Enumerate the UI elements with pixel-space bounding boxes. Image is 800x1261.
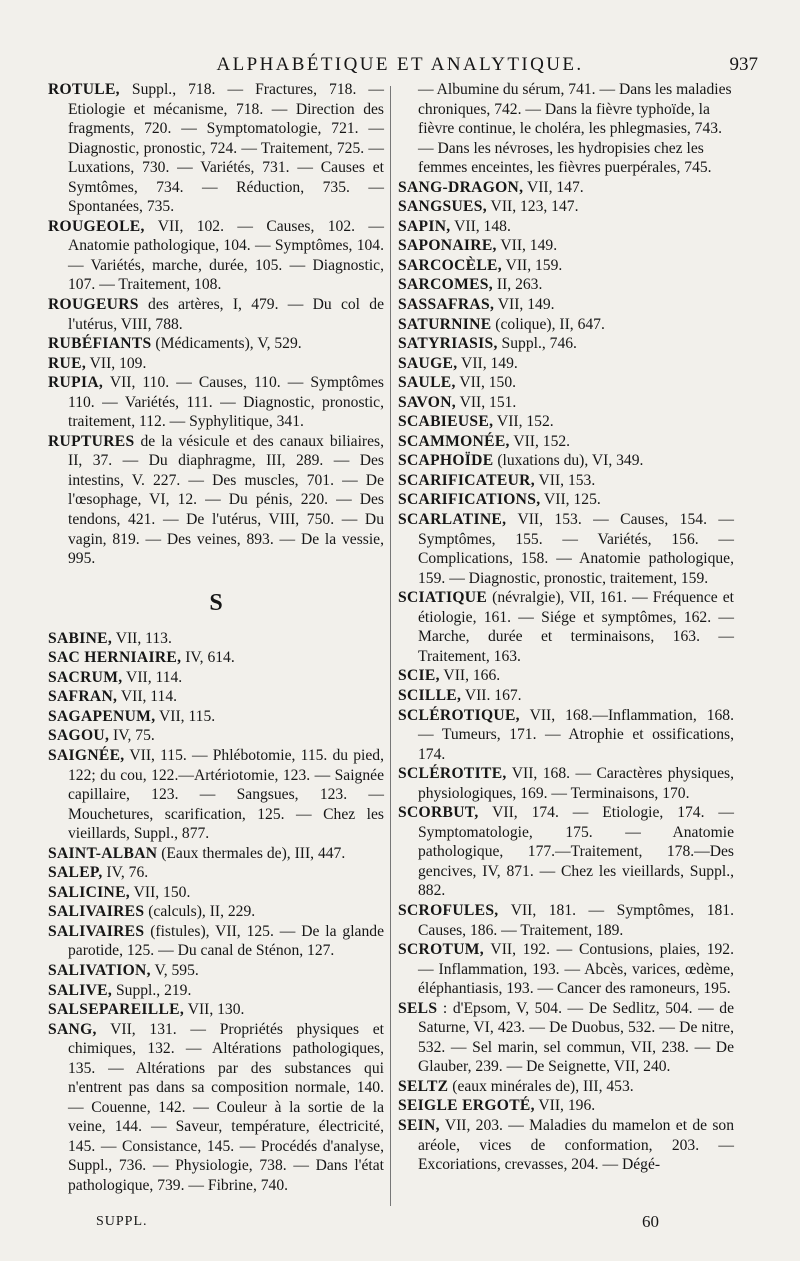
- index-entry: [48, 373, 384, 432]
- entry-references: VII, 196.: [534, 1097, 596, 1115]
- index-entry: [398, 999, 734, 1077]
- entry-heading: SALEP,: [48, 864, 103, 882]
- index-entry: [48, 961, 384, 981]
- entry-references: Suppl., 718. — Fractures, 718. —Etiologie et mécanisme, 718. — Direction des fragments, 720. — Symptomatologie, 721. — Diagnostic, pronostic, 724. — Traitement, 725. — Luxations, 730. — Variétés, 731. — Causes et Symtômes, 734. — Réduction, 735. — Spontanées, 735.: [68, 81, 384, 216]
- entry-heading: SCILLE,: [398, 686, 462, 704]
- index-entry: [398, 666, 734, 686]
- entry-references: VII, 147.: [523, 178, 584, 196]
- entry-references: IV, 76.: [102, 864, 149, 882]
- entry-references: Suppl., 746.: [497, 335, 577, 353]
- entry-references: (fistules), VII, 125. — De la glande parotide, 125. — Du canal de Sténon, 127.: [68, 922, 384, 960]
- index-entry: [398, 412, 734, 432]
- entry-references: VII. 167.: [461, 686, 522, 704]
- entry-heading: SALICINE,: [48, 883, 130, 901]
- entry-references: VII, 181. — Symptômes, 181. Causes, 186. — Traitement, 189.: [418, 901, 734, 939]
- entry-references: VII, 168. — Caractères physiques, physiologiques, 169. — Terminaisons, 170.: [418, 765, 734, 802]
- index-entry: [398, 490, 734, 510]
- entry-references: V, 595.: [150, 961, 199, 979]
- entry-references: VII, 166.: [439, 667, 501, 685]
- entry-heading: SELTZ: [398, 1077, 449, 1095]
- entry-references: VII, 149.: [494, 296, 555, 314]
- entry-heading: SACRUM,: [48, 668, 123, 686]
- index-entry: [48, 981, 384, 1001]
- footer-signature: SUPPL.: [96, 1214, 148, 1229]
- entry-references: VII, 150.: [130, 883, 191, 901]
- entry-heading: SAPONAIRE,: [398, 237, 497, 255]
- entry-heading: SAGOU,: [48, 727, 110, 745]
- index-entry: [48, 687, 384, 707]
- entry-heading: SAINT-ALBAN: [48, 844, 158, 862]
- index-entry: [48, 629, 384, 649]
- index-entry: [48, 217, 384, 295]
- entry-heading: ROUGEURS: [48, 296, 139, 314]
- index-entry: [398, 373, 734, 393]
- entry-references: des artères, I, 479. — Du col de l'utérus, VIII, 788.: [68, 296, 384, 333]
- index-entry: [398, 940, 734, 999]
- index-entry: [48, 883, 384, 903]
- entry-heading: SEIGLE ERGOTÉ,: [398, 1097, 535, 1115]
- entry-references: VII, 131. — Propriétés physiques et chimiques, 132. — Altérations pathologiques, 135. — Altérations par des substances qui n'entrent pas dans sa composition normale, 140. — Couenne, 142. — Couleur à la sortie de la veine, 144. — Saveur, température, électricité, 145. — Consistance, 145. — Procédés d'analyse, Suppl., 736. — Physiologie, 738. — Dans l'état pathologique, 739. — Fibrine, 740.: [68, 1020, 384, 1194]
- entry-references: VII, 110. — Causes, 110. — Symptômes 110. — Variétés, 111. — Diagnostic, pronostic, traitement, 112. — Syphylitique, 341.: [68, 374, 384, 431]
- entry-references: VII, 150.: [455, 374, 517, 392]
- entry-references: VII, 123, 147.: [486, 198, 579, 216]
- index-entry: [398, 471, 734, 491]
- index-entry: [48, 902, 384, 922]
- entry-references: VII, 148.: [450, 217, 511, 235]
- entry-heading: SAGAPENUM,: [48, 707, 156, 725]
- entry-heading: SCIATIQUE: [398, 589, 488, 607]
- entry-heading: SCROTUM,: [398, 941, 485, 959]
- entry-references: (Eaux thermales de), III, 447.: [157, 844, 346, 862]
- entry-references: (Médicaments), V, 529.: [151, 335, 302, 353]
- entry-references: VII, 149.: [496, 237, 558, 255]
- section-letter: S: [209, 589, 223, 616]
- entry-references: VII, 192. — Contusions, plaies, 192. — Inflammation, 193. — Abcès, varices, œdème, éléphantiasis, 193. — Cancer des ramoneurs, 195.: [418, 941, 734, 998]
- entry-heading: SELS: [398, 999, 438, 1017]
- entry-heading: SCARIFICATEUR,: [398, 471, 535, 489]
- entry-references: VII, 115. — Phlébotomie, 115. du pied, 122; du cou, 122.—Artériotomie, 123. — Saignée capillaire, 123. — Sangsues, 123. — Mouchetures, scarification, 125. — Chez les vieillards, Suppl., 877.: [68, 746, 384, 843]
- index-entry: [398, 295, 734, 315]
- index-entry: [48, 746, 384, 844]
- entry-references: VII, 153. — Causes, 154. — Symptômes, 155. — Variétés, 156. — Complications, 158. — Anatomie pathologique, 159. — Diagnostic, pronostic, traitement, 159.: [418, 511, 734, 587]
- entry-heading: ROUGEOLE,: [48, 217, 145, 235]
- entry-heading: SAFRAN,: [48, 688, 118, 706]
- entry-heading: RUE,: [48, 354, 87, 372]
- right-column: [398, 80, 734, 1175]
- entry-heading: SASSAFRAS,: [398, 296, 495, 314]
- entry-references: (névralgie), VII, 161. — Fréquence et étiologie, 161. — Siége et symptômes, 162. — Marche, durée et terminaisons, 163. — Traitement, 163.: [418, 589, 734, 665]
- entry-heading: SATYRIASIS,: [398, 335, 498, 353]
- entry-heading: SAUGE,: [398, 354, 458, 372]
- index-entry: [398, 706, 734, 765]
- index-entry: [48, 295, 384, 334]
- index-entry: [398, 686, 734, 706]
- index-entries-r: [48, 80, 384, 569]
- entry-heading: SCARLATINE,: [398, 511, 507, 529]
- entry-references: VII, 102. — Causes, 102. — Anatomie pathologique, 104. — Symptômes, 104. — Variétés, marche, durée, 105. — Diagnostic, 107. — Traitement, 108.: [68, 217, 384, 294]
- index-entry: [48, 1000, 384, 1020]
- index-entry: [398, 256, 734, 276]
- index-entries-s: [48, 629, 384, 1196]
- running-header: [40, 50, 760, 80]
- entry-heading: SARCOMES,: [398, 276, 493, 294]
- index-entry: [48, 863, 384, 883]
- entry-heading: SEIN,: [398, 1116, 440, 1134]
- entry-references: VII, 153.: [534, 471, 596, 489]
- entry-heading: SCAMMONÉE,: [398, 432, 510, 450]
- entry-heading: SCLÉROTITE,: [398, 765, 507, 783]
- entry-heading: SCABIEUSE,: [398, 413, 494, 431]
- entry-heading: SAC HERNIAIRE,: [48, 649, 182, 667]
- entry-heading: RUPTURES: [48, 432, 135, 450]
- entry-references: (luxations du), VI, 349.: [493, 452, 644, 470]
- entry-heading: SCLÉROTIQUE,: [398, 706, 520, 724]
- entry-heading: SALIVE,: [48, 981, 113, 999]
- index-entry: [48, 707, 384, 727]
- index-entry: [48, 668, 384, 688]
- entry-references: VII, 114.: [117, 688, 178, 706]
- entry-references: II, 263.: [492, 276, 543, 294]
- entry-references: VII, 203. — Maladies du mamelon et de son aréole, vices de conformation, 203. — Excoriations, crevasses, 204. — Dégé-: [418, 1116, 734, 1174]
- entry-references: IV, 75.: [109, 727, 155, 745]
- entry-references: de la vésicule et des canaux biliaires, II, 37. — Du diaphragme, III, 289. — Des intestins, V. 227. — Des muscles, 701. — De l'œsophage, VI, 12. — Du pénis, 220. — Des tendons, 421. — De l'utérus, VIII, 750. — Du vagin, 819. — Des veines, 893. — De la vessie, 995.: [68, 432, 384, 568]
- entry-references: VII, 130.: [184, 1001, 245, 1019]
- entry-references: VII, 159.: [501, 256, 563, 274]
- entry-heading: ROTULE,: [48, 81, 120, 98]
- entry-heading: SALSEPAREILLE,: [48, 1001, 185, 1019]
- index-entry: [398, 178, 734, 198]
- index-entries-right: [398, 178, 734, 1175]
- index-entry: [48, 648, 384, 668]
- entry-heading: SAPIN,: [398, 217, 451, 235]
- entry-references: VII, 152.: [493, 413, 554, 431]
- index-entry: [48, 1020, 384, 1196]
- index-entry: [398, 315, 734, 335]
- entry-heading: SCIE,: [398, 667, 440, 685]
- continued-entry: — Albumine du sérum, 741. — Dans les maladies chroniques, 742. — Dans la fièvre typhoïde, la fièvre continue, le choléra, les phlegmasies, 743. — Dans les névroses, les hydropisies chez les femmes enceintes, les fièvres puerpérales, 745.: [418, 81, 732, 177]
- index-entry: [398, 803, 734, 901]
- index-entry: [398, 588, 734, 666]
- entry-references: : d'Epsom, V, 504. — De Sedlitz, 504. — de Saturne, VI, 423. — De Duobus, 532. — De nitre, 532. — Sel marin, sel commun, VII, 238. — De Glauber, 239. — De Seignette, VII, 240.: [418, 999, 734, 1076]
- entry-references: Suppl., 219.: [112, 981, 192, 999]
- entry-references: VII, 109.: [86, 354, 147, 372]
- index-entry: [48, 844, 384, 864]
- entry-heading: SATURNINE: [398, 315, 492, 333]
- entry-heading: SALIVAIRES: [48, 922, 145, 940]
- footer-sheet-number: 60: [642, 1212, 659, 1231]
- index-entry: [48, 334, 384, 354]
- index-entry: [398, 1077, 734, 1097]
- index-entry: [398, 510, 734, 588]
- page-number: 937: [729, 54, 758, 75]
- entry-heading: SAIGNÉE,: [48, 746, 125, 764]
- entry-heading: SCAPHOÏDE: [398, 452, 494, 470]
- index-entry: [48, 922, 384, 961]
- index-entry: [398, 901, 734, 940]
- entry-heading: SABINE,: [48, 629, 113, 647]
- entry-heading: SALIVATION,: [48, 961, 151, 979]
- index-entry: [398, 236, 734, 256]
- index-entry: [398, 432, 734, 452]
- entry-heading: RUBÉFIANTS: [48, 335, 152, 353]
- entry-references: IV, 614.: [181, 649, 235, 667]
- index-entry: [398, 451, 734, 471]
- index-entry: [398, 217, 734, 237]
- column-divider: [390, 86, 391, 1206]
- index-entry: [48, 432, 384, 569]
- index-entry: [398, 354, 734, 374]
- entry-heading: SANG,: [48, 1020, 97, 1038]
- index-entry: [398, 275, 734, 295]
- entry-heading: SCROFULES,: [398, 901, 499, 919]
- index-entry: [398, 1116, 734, 1175]
- entry-heading: RUPIA,: [48, 374, 104, 392]
- entry-references: VII, 174. — Etiologie, 174. — Symptomatologie, 175. — Anatomie pathologique, 177.—Traitement, 178.—Des gencives, IV, 871. — Chez les vieillards, Suppl., 882.: [418, 804, 734, 900]
- entry-heading: SANGSUES,: [398, 198, 487, 216]
- running-title: ALPHABÉTIQUE ET ANALYTIQUE.: [216, 54, 584, 75]
- left-column: [48, 80, 384, 1196]
- index-entry: [398, 1096, 734, 1116]
- entry-references: (calculs), II, 229.: [144, 903, 256, 921]
- entry-references: VII, 113.: [112, 629, 172, 647]
- entry-heading: SANG-DRAGON,: [398, 178, 524, 196]
- index-entry: [48, 354, 384, 374]
- entry-references: VII, 168.—Inflammation, 168. — Tumeurs, 171. — Atrophie et ossifications, 174.: [418, 706, 734, 763]
- index-entry: [48, 726, 384, 746]
- entry-heading: SAVON,: [398, 393, 456, 411]
- entry-references: VII, 151.: [455, 393, 517, 411]
- entry-heading: SAULE,: [398, 374, 456, 392]
- index-entry: [398, 197, 734, 217]
- entry-heading: SALIVAIRES: [48, 903, 145, 921]
- entry-references: (colique), II, 647.: [491, 315, 605, 333]
- index-entry: [398, 334, 734, 354]
- index-entry: [398, 393, 734, 413]
- entry-heading: SCARIFICATIONS,: [398, 491, 541, 509]
- index-entry: [48, 80, 384, 217]
- entry-references: VII, 125.: [540, 491, 601, 509]
- entry-references: VII, 149.: [457, 354, 518, 372]
- entry-references: VII, 114.: [122, 668, 183, 686]
- entry-references: VII, 152.: [509, 432, 571, 450]
- entry-references: (eaux minérales de), III, 453.: [448, 1077, 634, 1095]
- entry-references: VII, 115.: [155, 707, 216, 725]
- index-entry: [398, 764, 734, 803]
- entry-heading: SARCOCÈLE,: [398, 256, 502, 274]
- entry-heading: SCORBUT,: [398, 804, 479, 822]
